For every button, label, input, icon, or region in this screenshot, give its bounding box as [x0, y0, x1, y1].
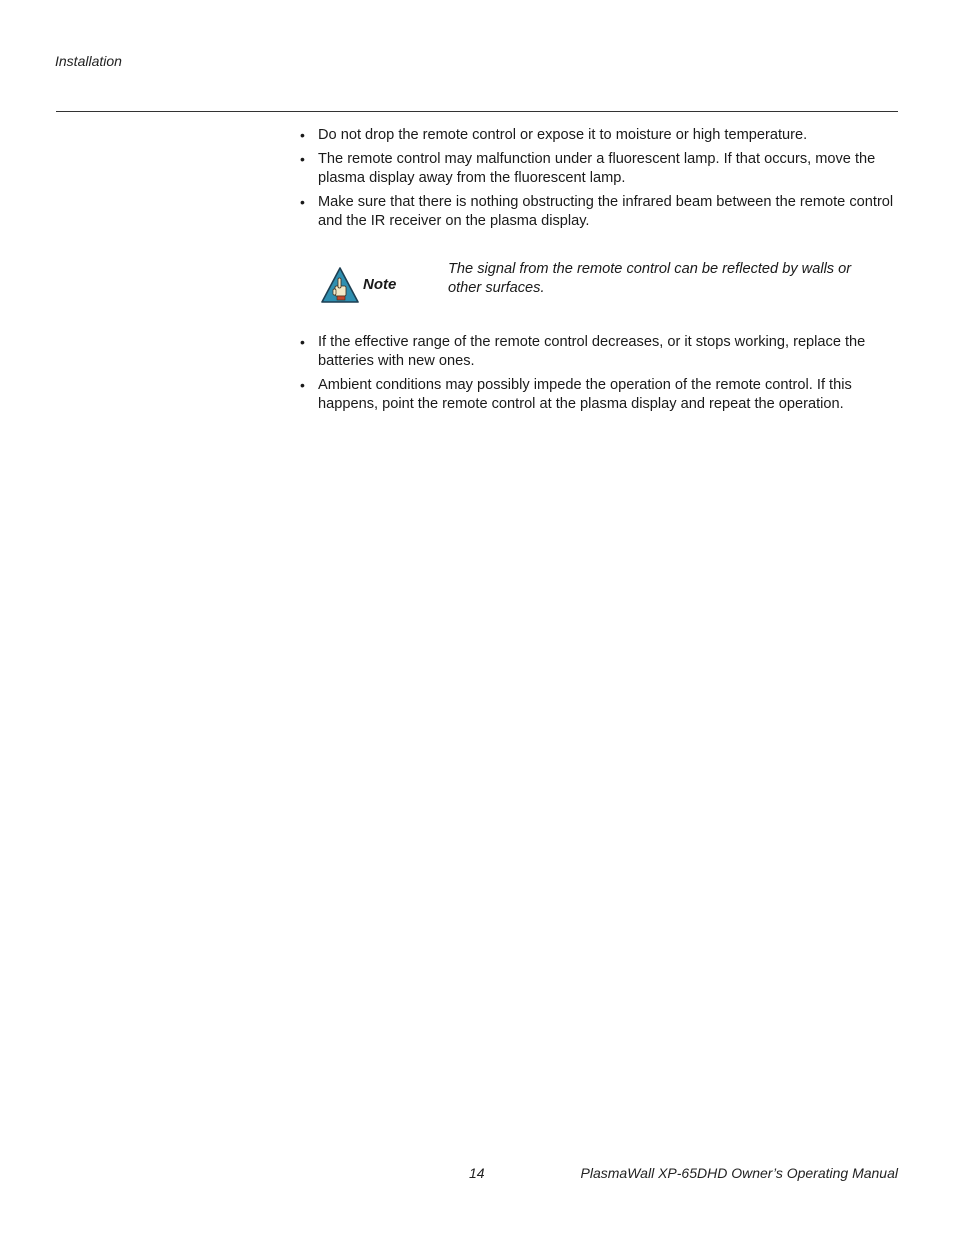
list-item — [300, 193, 900, 231]
running-header-section: Installation — [55, 53, 122, 69]
list-item — [300, 150, 900, 188]
bullet-icon: • — [300, 194, 305, 210]
hand-pointing-note-icon — [321, 267, 359, 303]
list-item-text: Make sure that there is nothing obstructing the infrared beam between the remote control and the IR receiver on the plasma display. — [318, 194, 894, 229]
list-item-text: Do not drop the remote control or expose it to moisture or high temperature. — [318, 127, 808, 143]
list-item — [300, 376, 900, 414]
manual-title: PlasmaWall XP-65DHD Owner’s Operating Manual — [580, 1165, 898, 1181]
list-item-text: The remote control may malfunction under a fluorescent lamp. If that occurs, move the plasma display away from the fluorescent lamp. — [318, 151, 876, 186]
list-item — [300, 333, 900, 371]
header-divider — [56, 111, 898, 112]
page-number: 14 — [469, 1165, 485, 1181]
list-item — [300, 126, 900, 145]
bullet-icon: • — [300, 127, 305, 143]
bullet-icon: • — [300, 151, 305, 167]
list-item-text: If the effective range of the remote control decreases, or it stops working, replace the batteries with new ones. — [318, 334, 866, 369]
note-callout — [321, 260, 901, 310]
note-label: Note — [363, 276, 397, 293]
bullet-list-top — [300, 126, 900, 236]
bullet-list-bottom — [300, 333, 900, 419]
list-item-text: Ambient conditions may possibly impede the operation of the remote control. If this happens, point the remote control at the plasma display and repeat the operation. — [318, 377, 852, 412]
note-text: The signal from the remote control can be reflected by walls or other surfaces. — [448, 261, 852, 296]
bullet-icon: • — [300, 377, 305, 393]
bullet-icon: • — [300, 334, 305, 350]
